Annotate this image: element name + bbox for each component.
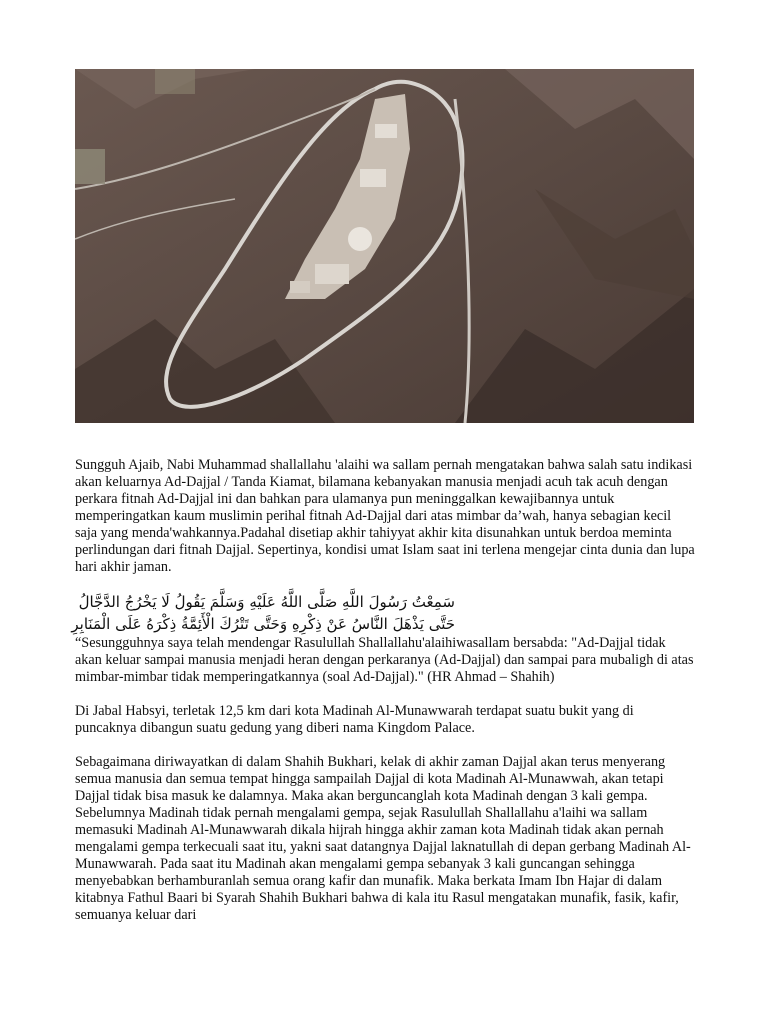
- hadith-translation: “Sesungguhnya saya telah mendengar Rasulullah Shallallahu'alaihiwasallam bersabda: "Ad-Dajjal tidak akan keluar sampai manusia menjadi heran dengan perkaranya (Ad-Dajjal) dan sampai para mubaligh di atas mimbar-mimbar tidak memperingatkannya (soal Ad-Dajjal)." (HR Ahmad – Shahih): [75, 635, 694, 685]
- paragraph-jabal-habsyi: Di Jabal Habsyi, terletak 12,5 km dari kota Madinah Al-Munawwarah terdapat suatu bukit yang di puncaknya dibangun suatu gedung yang diberi nama Kingdom Palace.: [75, 703, 634, 736]
- mountain-palace-image: [75, 69, 694, 423]
- hadith-arabic-line-1: سَمِعْتُ رَسُولَ اللَّهِ صَلَّى اللَّهُ عَلَيْهِ وَسَلَّمَ يَقُولُ لَا يَخْرُجُ الدَّجَّالُ: [78, 593, 455, 611]
- aerial-photo: [75, 69, 694, 423]
- hadith-arabic: [71, 591, 455, 635]
- hadith-arabic-line-2: حَتَّى يَذْهَلَ النَّاسُ عَنْ ذِكْرِهِ وَحَتَّى تَتْرُكَ الْأَئِمَّةُ ذِكْرَهُ عَلَى الْمَنَابِرِ: [71, 615, 455, 633]
- paragraph-intro: Sungguh Ajaib, Nabi Muhammad shallallahu 'alaihi wa sallam pernah mengatakan bahwa salah satu indikasi akan keluarnya Ad-Dajjal / Tanda Kiamat, bilamana kebanyakan manusia menjadi acuh tak acuh dengan perkara fitnah Ad-Dajjal ini dan bahkan para ulamanya pun meninggalkan kewajibannya untuk memperingatkan kaum muslimin perihal fitnah Ad-Dajjal dari atas mimbar da’wah, hanya sebagian kecil saja yang menda'wahkannya.Padahal disetiap akhir tahiyyat akhir kita disunahkan untuk berdoa meminta perlindungan dari fitnah Dajjal. Sepertinya, kondisi umat Islam saat ini terlena mengejar cinta dunia dan lupa hari akhir jaman.: [75, 457, 695, 575]
- article-body: [71, 457, 695, 941]
- paragraph-madinah: Sebagaimana diriwayatkan di dalam Shahih Bukhari, kelak di akhir zaman Dajjal akan terus menyerang semua manusia dan semua tempat hingga sampailah Dajjal di kota Madinah Al-Munawwah, akan tetapi Dajjal tidak bisa masuk ke dalamnya. Maka akan berguncanglah kota Madinah dengan 3 kali gempa. Sebelumnya Madinah tidak pernah mengalami gempa, sejak Rasulullah Shallallahu a'laihi wa sallam memasuki Madinah Al-Munawwarah dikala hijrah hingga akhir zaman kota Madinah tidak akan pernah mengalami gempa terkecuali saat itu, yakni saat datangnya Dajjal laknatullah di depan gerbang Madinah Al-Munawwarah. Pada saat itu Madinah akan mengalami gempa sebanyak 3 kali guncangan sehingga menyebabkan berhamburanlah semua orang kafir dan munafik. Maka berkata Imam Ibn Hajar di dalam kitabnya Fathul Baari bi Syarah Shahih Bukhari bahwa di kala itu Rasul mengatakan munafik, fasik, kafir, semuanya keluar dari: [75, 754, 691, 923]
